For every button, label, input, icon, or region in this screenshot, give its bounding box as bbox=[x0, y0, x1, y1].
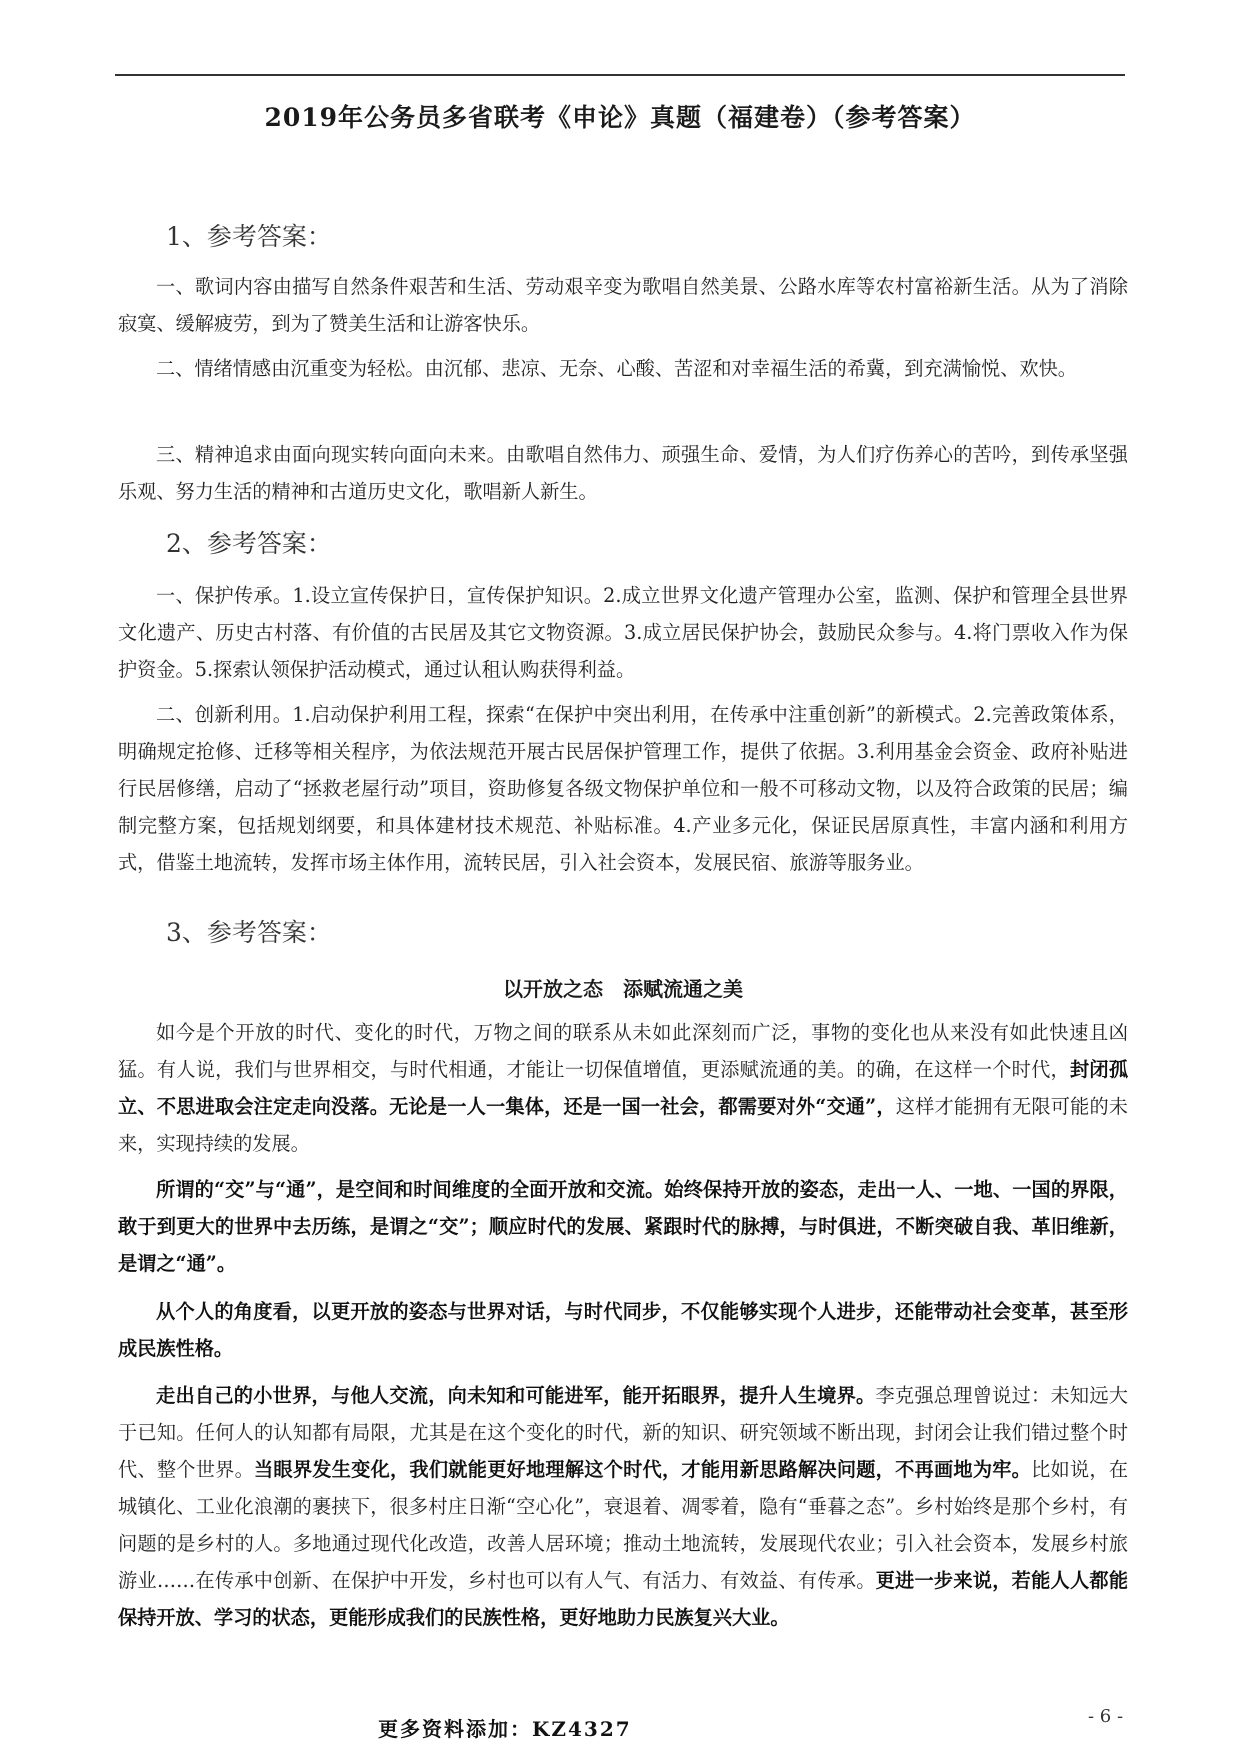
essay-paragraph-1 bbox=[118, 1014, 1128, 1162]
essay-p1-text-a: 如今是个开放的时代、变化的时代，万物之间的联系从未如此深刻而广泛，事物的变化也从来没有如此快速且凶猛。有人说，我们与世界相交，与时代相通，才能让一切保值增值，更添赋流通的美。的确，在这样一个时代， bbox=[118, 1021, 1128, 1081]
essay-title: 以开放之态 添赋流通之美 bbox=[503, 977, 743, 1001]
page-number: - 6 - bbox=[1088, 1706, 1124, 1727]
essay-p4-text-b: 李克强总理曾说过：未知远大于已知。任何人的认知都有局限，尤其是在这个变化的时代，新的知识、研究领域不断出现，封闭会让我们错过整个时代、整个世界。 bbox=[118, 1384, 1128, 1481]
s2-paragraph-2: 二、创新利用。1.启动保护利用工程，探索“在保护中突出利用，在传承中注重创新”的新模式。2.完善政策体系，明确规定抢修、迁移等相关程序，为依法规范开展古民居保护管理工作，提供了依据。3.利用基金会资金、政府补贴进行民居修缮，启动了“拯救老屋行动”项目，资助修复各级文物保护单位和一般不可移动文物，以及符合政策的民居；编制完整方案，包括规划纲要，和具体建材技术规范、补贴标准。4.产业多元化，保证民居原真性，丰富内涵和利用方式，借鉴土地流转，发挥市场主体作用，流转民居，引入社会资本，发展民宿、旅游等服务业。 bbox=[118, 703, 1128, 874]
essay-p1-bold: 封闭孤立、不思进取会注定走向没落。无论是一人一集体，还是一国一社会，都需要对外“交通”， bbox=[118, 1058, 1129, 1118]
essay-p2-bold: 所谓的“交”与“通”，是空间和时间维度的全面开放和交流。始终保持开放的姿态，走出一人、一地、一国的界限，敢于到更大的世界中去历练，是谓之“交”；顺应时代的发展、紧跟时代的脉搏，与时俱进，不断突破自我、革旧维新，是谓之“通”。 bbox=[118, 1178, 1128, 1275]
essay-paragraph-4 bbox=[118, 1377, 1128, 1636]
essay-p1-text-c: 这样才能拥有无限可能的未来，实现持续的发展。 bbox=[118, 1095, 1128, 1155]
section-3-heading: 3、参考答案： bbox=[166, 918, 332, 947]
s2-paragraph-1: 一、保护传承。1.设立宣传保护日，宣传保护知识。2.成立世界文化遗产管理办公室，监测、保护和管理全县世界文化遗产、历史古村落、有价值的古民居及其它文物资源。3.成立居民保护协会，鼓励民众参与。4.将门票收入作为保护资金。5.探索认领保护活动模式，通过认租认购获得利益。 bbox=[118, 584, 1128, 681]
s1-paragraph-3: 三、精神追求由面向现实转向面向未来。由歌唱自然伟力、顽强生命、爱情，为人们疗伤养心的苦吟，到传承坚强乐观、努力生活的精神和古道历史文化，歌唱新人新生。 bbox=[118, 443, 1128, 503]
essay-p3-bold: 从个人的角度看，以更开放的姿态与世界对话，与时代同步，不仅能够实现个人进步，还能带动社会变革，甚至形成民族性格。 bbox=[118, 1300, 1128, 1360]
essay-p4-text-d: 比如说，在城镇化、工业化浪潮的裹挟下，很多村庄日渐“空心化”，衰退着、凋零着，隐有“垂暮之态”。乡村始终是那个乡村，有问题的是乡村的人。多地通过现代化改造，改善人居环境；推动土地流转，发展现代农业；引入社会资本，发展乡村旅游业……在传承中创新、在保护中开发，乡村也可以有人气、有活力、有效益、有传承。 bbox=[118, 1458, 1129, 1592]
essay-p4-bold-c: 当眼界发生变化，我们就能更好地理解这个时代，才能用新思路解决问题，不再画地为牢。 bbox=[254, 1458, 1032, 1481]
document-title: 2019年公务员多省联考《申论》真题（福建卷）（参考答案） bbox=[264, 103, 976, 132]
footer-promo: 更多资料添加：KZ4327 bbox=[378, 1717, 632, 1741]
s1-paragraph-1: 一、歌词内容由描写自然条件艰苦和生活、劳动艰辛变为歌唱自然美景、公路水库等农村富裕新生活。从为了消除寂寞、缓解疲劳，到为了赞美生活和让游客快乐。 bbox=[118, 275, 1128, 335]
essay-p4-bold-a: 走出自己的小世界，与他人交流，向未知和可能进军，能开拓眼界，提升人生境界。 bbox=[156, 1384, 876, 1407]
section-2-heading: 2、参考答案： bbox=[166, 529, 332, 558]
essay-paragraph-2 bbox=[118, 1171, 1128, 1282]
section-1-heading: 1、参考答案： bbox=[166, 222, 332, 251]
header-rule bbox=[115, 74, 1125, 76]
essay-p4-bold-e: 更进一步来说，若能人人都能保持开放、学习的状态，更能形成我们的民族性格，更好地助力民族复兴大业。 bbox=[118, 1569, 1129, 1629]
s1-paragraph-2: 二、情绪情感由沉重变为轻松。由沉郁、悲凉、无奈、心酸、苦涩和对幸福生活的希冀，到充满愉悦、欢快。 bbox=[156, 357, 1077, 380]
essay-paragraph-3 bbox=[118, 1293, 1128, 1367]
